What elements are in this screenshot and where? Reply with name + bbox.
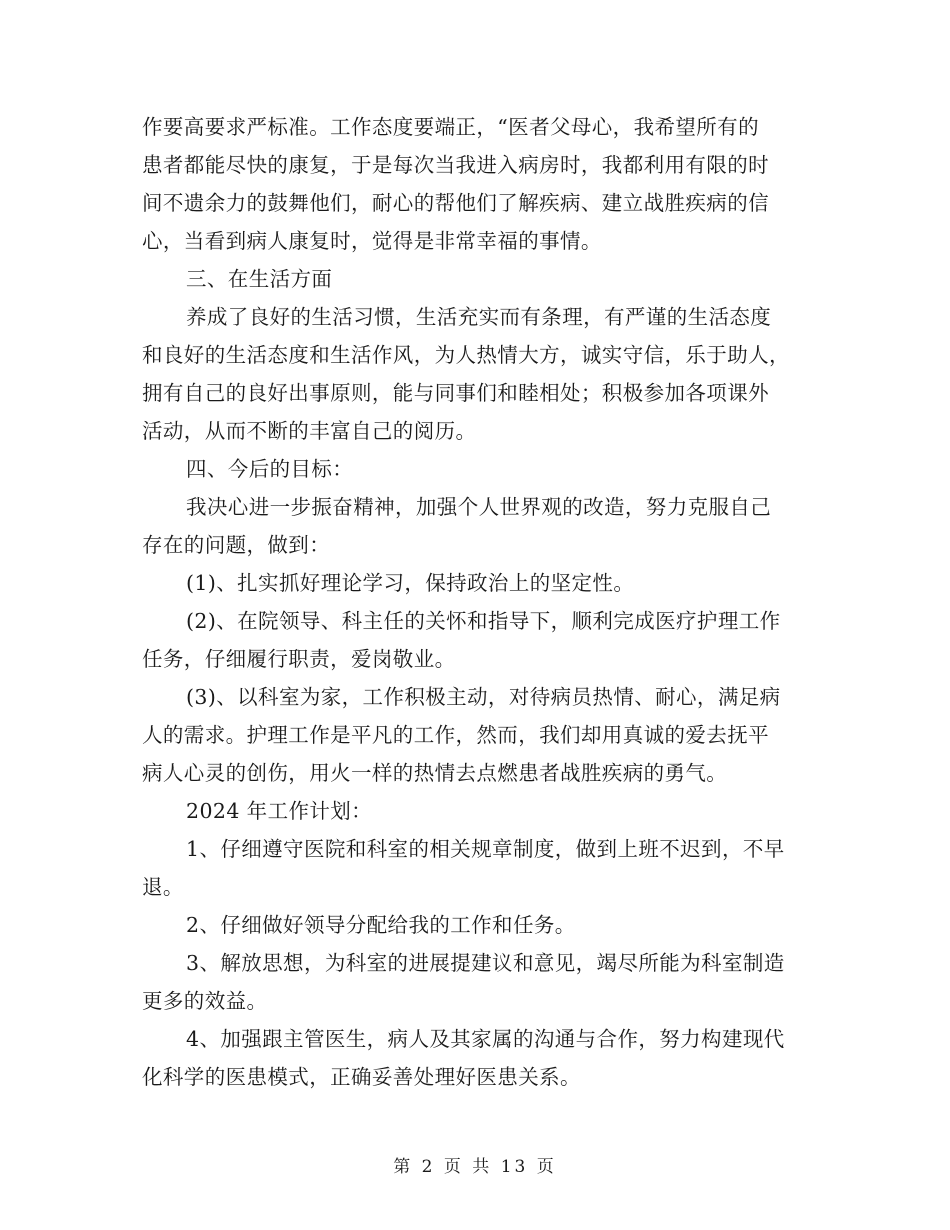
text-line: 退。 xyxy=(142,875,184,899)
text-line: 化科学的医患模式，正确妥善处理好医患关系。 xyxy=(142,1065,581,1089)
text-line: 拥有自己的良好出事原则，能与同事们和睦相处；积极参加各项课外 xyxy=(142,381,769,405)
text-line: 病人心灵的创伤，用火一样的热情去点燃患者战胜疾病的勇气。 xyxy=(142,761,728,785)
text-line: 和良好的生活态度和生活作风，为人热情大方，诚实守信，乐于助人， xyxy=(142,343,790,367)
text-line: 患者都能尽快的康复，于是每次当我进入病房时，我都利用有限的时 xyxy=(142,153,769,177)
list-item: 4、加强跟主管医生，病人及其家属的沟通与合作，努力构建现代 xyxy=(186,1027,785,1051)
text-line: 作要高要求严标准。工作态度要端正，“医者父母心，我希望所有的 xyxy=(142,115,759,139)
text-line: 间不遗余力的鼓舞他们，耐心的帮他们了解疾病、建立战胜疾病的信 xyxy=(142,191,769,215)
list-item: (3)、以科室为家，工作积极主动，对待病员热情、耐心，满足病 xyxy=(186,685,781,709)
text-line: 心，当看到病人康复时，觉得是非常幸福的事情。 xyxy=(142,229,602,253)
text-line: 存在的问题，做到： xyxy=(142,533,331,557)
section-heading-life: 三、在生活方面 xyxy=(186,267,333,291)
text-line: 更多的效益。 xyxy=(142,989,268,1013)
list-item: 3、解放思想，为科室的进展提建议和意见，竭尽所能为科室制造 xyxy=(186,951,785,975)
text-line: 任务，仔细履行职责，爱岗敬业。 xyxy=(142,647,456,671)
list-item: (1)、扎实抓好理论学习，保持政治上的坚定性。 xyxy=(186,571,635,595)
list-item: 2、仔细做好领导分配给我的工作和任务。 xyxy=(186,913,576,937)
section-heading-goals: 四、今后的目标： xyxy=(186,457,354,481)
document-body xyxy=(142,111,817,1099)
list-item: (2)、在院领导、科主任的关怀和指导下，顺利完成医疗护理工作 xyxy=(186,609,781,633)
text-line: 我决心进一步振奋精神，加强个人世界观的改造，努力克服自己 xyxy=(186,495,772,519)
list-item: 1、仔细遵守医院和科室的相关规章制度，做到上班不迟到，不早 xyxy=(186,837,785,861)
text-line: 人的需求。护理工作是平凡的工作，然而，我们却用真诚的爱去抚平 xyxy=(142,723,769,747)
page-footer: 第 2 页 共 13 页 xyxy=(393,1157,557,1177)
text-line: 活动，从而不断的丰富自己的阅历。 xyxy=(142,419,477,443)
section-heading-plan: 2024 年工作计划： xyxy=(186,799,373,823)
text-line: 养成了良好的生活习惯，生活充实而有条理，有严谨的生活态度 xyxy=(186,305,772,329)
